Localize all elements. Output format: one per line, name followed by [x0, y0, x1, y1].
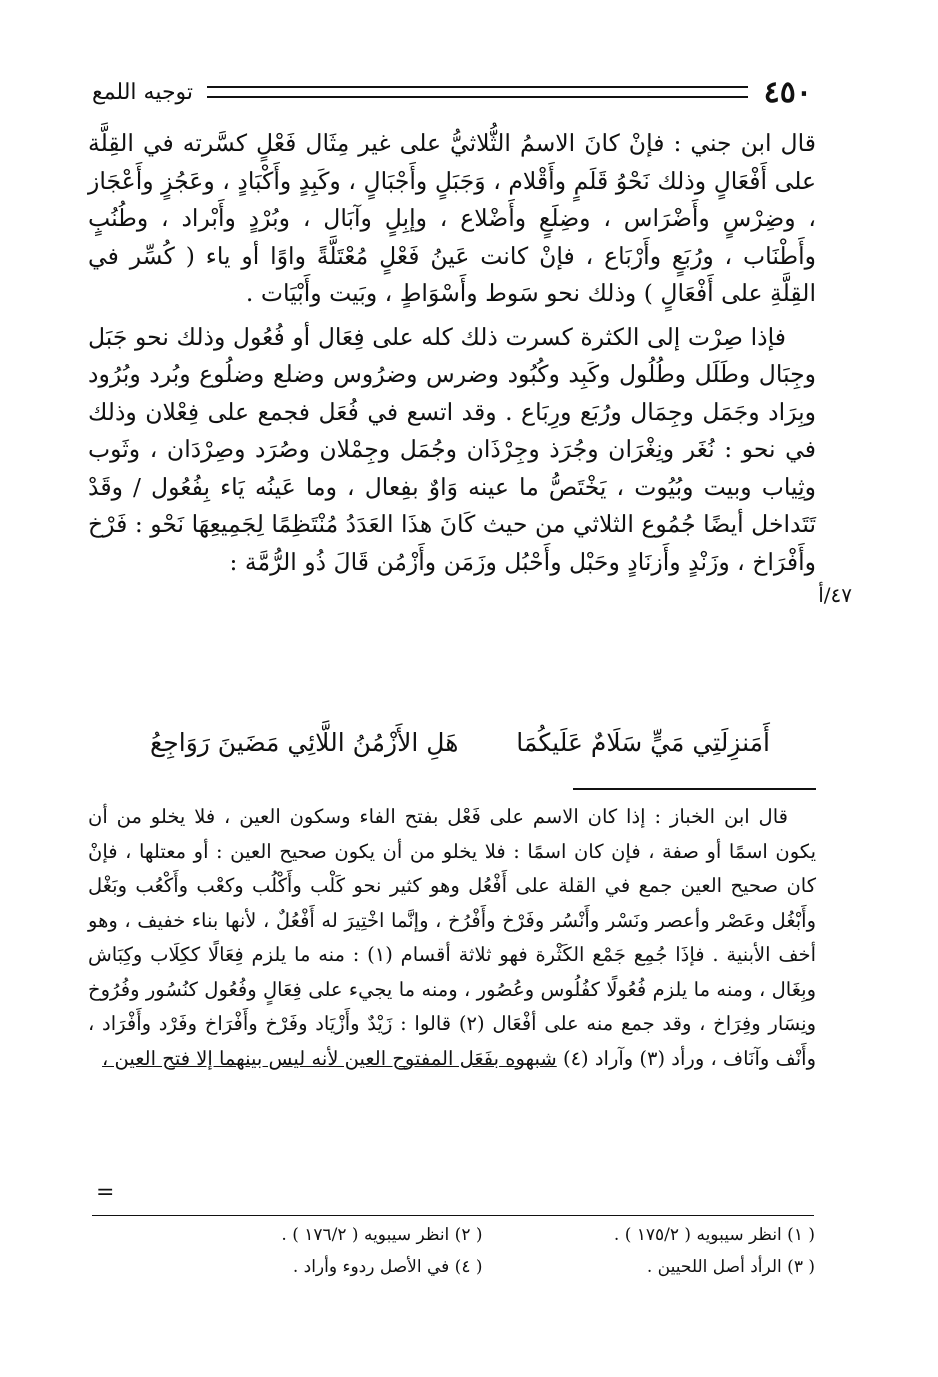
text-divider [573, 788, 816, 790]
header-double-rule [207, 86, 748, 98]
manuscript-folio-note: ٤٧/أ [818, 583, 852, 607]
page-header [92, 72, 812, 112]
verse-left-hemistich: هَلِ الأَزْمُنُ اللَّائِي مَضَينَ رَوَاجِعُ [150, 728, 459, 757]
main-text [88, 125, 816, 581]
commentary-body: قال ابن الخباز : إذا كان الاسم على فَعْل بفتح الفاء وسكون العين ، فلا يخلو من أن يكون اسمًا أو صفة ، فإن كان اسمًا : فلا يخلو من أن يكون صحيح العين : أو معتلها ، فإنْ كان صحيح العين جمع في القلة على أَفْعُل وهو كثير نحو كَلْب وأَكْلُب وكعْب وأَكْعُب وبَغْل وأَبْغُل وعَصْر وأعصر ونَسْر وأَنْسُر وفَرْخ وأَفْرُخ ، وإنَّما اخْتِيرَ له أَفْعُلٌ ، لأنها بناء خفيف ، وهو أخف الأبنية . فإذَا جُمِع جَمْع الكَثْرة فهو ثلاثة أقسام (١) : منه ما يلزم فِعَالًا ككِلَاب وكِبَاش وبِغَال ، ومنه ما يلزم فُعُولًا كفُلُوس وعُصُور ، ومنه ما يجيء على فِعَالٍ وفُعُول كنُسُور وفُرُوخ ونِسَار وفِرَاخ ، وقد جمع منه على أفْعَال (٢) قالوا : زَيْدٌ وأَزْيَاد وفَرْخ وأَفْرَاخ وفَرْد وأَفْرَاد ، وأَنْف وآنَاف ، ورأد (٣) وآراد (٤) [88, 805, 817, 1070]
footnote-1: ( ١) انظر سيبويه ( ١٧٥/٢ ) . [613, 1225, 815, 1245]
verse-right-hemistich: أَمَنزِلَتِي مَيٍّ سَلَامٌ عَلَيكُمَا [516, 728, 770, 757]
commentary-text [88, 800, 816, 1076]
main-paragraph-1: قال ابن جني : فإنْ كانَ الاسمُ الثُّلاثيُّ على غير مِثَال فَعْلٍ كسَّرته في القِلَّة على أَفْعَالٍ وذلك نَحْوُ قَلَمٍ وأَقْلام ، وَجَبَلٍ وأَجْبَالٍ ، وكَبِدٍ وأَكْبَادٍ ، وعَجُزٍ وأَعْجَاز ، وضِرْسٍ وأَضْرَاس ، وضِلَعٍ وأَضْلاع ، وإبِلٍ وآبَال ، وبُرْدٍ وأَبْراد ، وطُنُبٍ وأَطْنَاب ، ورُبَعٍ وأَرْبَاع ، فإنْ كانت عَينُ فَعْلٍ مُعْتَلَّةً واوًا أو ياء ( كُسِّر في القِلَّةِ على أَفْعَالٍ ) وذلك نحو سَوط وأَسْوَاطٍ ، وبَيت وأَبْيَات . [88, 129, 816, 307]
running-title: توجيه اللمع [92, 79, 194, 105]
page-number: ٤٥٠ [763, 74, 812, 110]
footnotes [150, 1222, 815, 1280]
footnote-2: ( ٢) انظر سيبويه ( ١٧٦/٢ ) . [281, 1225, 483, 1245]
footnote-4: ( ٤) في الأصل ردوء وأراد . [292, 1257, 483, 1277]
poetry-verse [150, 728, 770, 768]
main-paragraph-2: فإذا صِرْت إلى الكثرة كسرت ذلك كله على فِعَال أو فُعُول وذلك نحو جَبَل وجِبَال وطَلَل وطُلُول وكَبِد وكُبُود وضرس وضرُوس وضلع وضلُوع وبُرد وبُرُود وبِرَاد وجَمَل وجِمَال ورُبَع ورِبَاع . وقد اتسع في فُعَل فجمع على فِعْلان وذلك في نحو : نُغَر ونِغْرَان وجُرَذ وجِرْذَان وجُمَل وجِمْلان وصُرَد وصِرْدَان ، وثَوب وثِياب وبيت وبُيُوت ، يَخْتَصُّ ما عينه وَاوٌ بفِعال ، وما عَينُه يَاء بِفُعُول / وقَدْ تَتَداخل أيضًا جُمُوع الثلاثي من حيث كَانَ هذَا العَدَدُ مُنْتَظِمًا لِجَمِيعِهَا نَحْو : فَرْخ وأَفْرَاخ ، وزَنْدٍ وأَزنَادٍ وحَبْل وأَحْبُل وزَمَن وأَزْمُن قَالَ ذُو الرُّمَّة : [88, 322, 816, 576]
commentary-underlined-line: شبهوه بفَعَل المفتوح العين لأنه ليس بينهما إلا فتح العين ، [102, 1046, 557, 1070]
footnote-rule [92, 1215, 814, 1216]
continuation-mark: = [96, 1180, 115, 1205]
commentary-paragraph [88, 800, 816, 1076]
footnote-3: ( ٣) الرأد أصل اللحيين . [646, 1257, 815, 1277]
